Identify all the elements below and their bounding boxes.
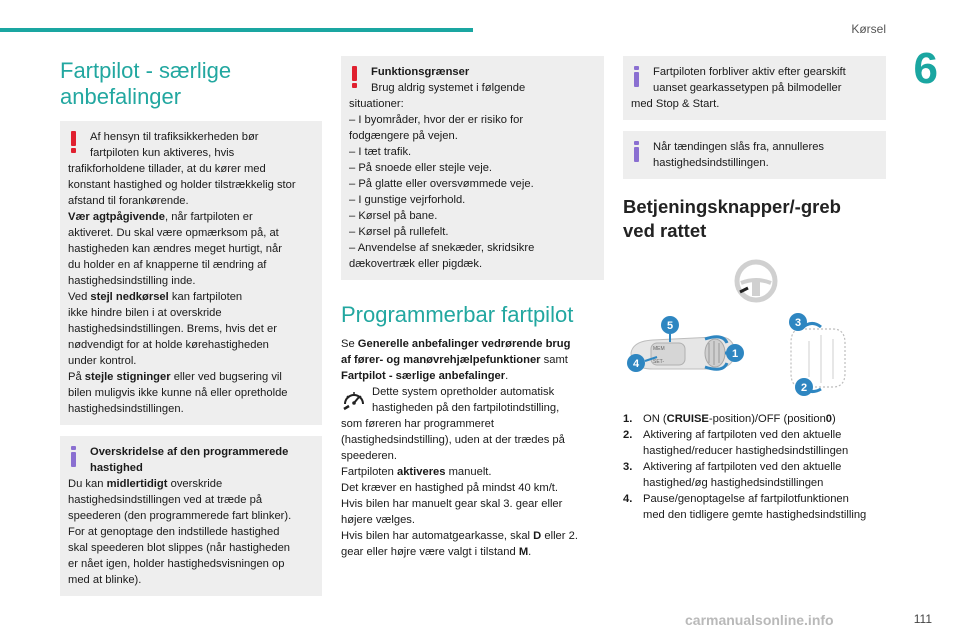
text-span: Ved [68, 291, 91, 303]
text-line: du holder en af knapperne til ændring af [68, 259, 267, 271]
text-span: eller ved bugsering vil [170, 371, 282, 383]
heading-programmable-cruise: Programmerbar fartpilot [341, 302, 574, 327]
chapter-number: 6 [913, 44, 938, 93]
text-line: – I gunstige vejrforhold. [349, 194, 466, 206]
text-span: ) [832, 413, 836, 425]
text-span: Fartpiloten [341, 466, 397, 478]
heading-controls [623, 195, 886, 243]
info-title-line: hastighed [90, 462, 143, 474]
callout-4-label: 4 [632, 358, 640, 370]
warning-icon [352, 66, 358, 88]
text-span: kan fartpiloten [168, 291, 243, 303]
callout-5-label: 5 [666, 320, 674, 332]
text-line [68, 369, 314, 385]
warning-icon [71, 131, 77, 153]
column-3 [623, 56, 886, 523]
text-span: overskride [167, 478, 223, 490]
text-line: fodgængere på vejen. [349, 130, 458, 142]
bold-term: Vær agtpågivende [68, 211, 165, 223]
text-line [68, 476, 314, 492]
info-icon [634, 141, 639, 162]
list-item [623, 427, 886, 459]
list-number: 1. [623, 413, 633, 425]
bold-term: stejl nedkørsel [90, 291, 169, 303]
text-line: – Kørsel på bane. [349, 210, 438, 222]
list-item [623, 411, 886, 427]
info-icon [71, 446, 76, 467]
text-line: hastighedsindstillingen ved at træde på [68, 494, 263, 506]
text-line: ikke hindre bilen i at overskride [68, 307, 222, 319]
steering-wheel-icon [733, 259, 779, 305]
limits-title: Funktionsgrænser [371, 66, 470, 78]
text-line: højere vælges. [341, 514, 415, 526]
heading-line: anbefalinger [60, 84, 182, 109]
info-box-overspeed [60, 436, 322, 596]
text-line [341, 336, 604, 352]
text-line: – På glatte eller oversvømmede veje. [349, 178, 534, 190]
controls-list [623, 411, 886, 523]
text-line: situationer: [349, 98, 404, 110]
text-line: Når tændingen slås fra, annulleres [653, 141, 825, 153]
heading-line: ved rattet [623, 220, 707, 241]
text-line [341, 368, 604, 384]
bold-term: 0 [825, 413, 833, 425]
text-line: – Anvendelse af snekæder, skridsikre [349, 242, 535, 254]
callout-2-label: 2 [800, 382, 808, 394]
list-number: 2. [623, 429, 633, 441]
info-box-ignition [623, 131, 886, 179]
bold-term: midlertidigt [106, 478, 168, 490]
warning-box [60, 121, 322, 425]
text-line: – Kørsel på rullefelt. [349, 226, 449, 238]
text-span: manuelt. [445, 466, 492, 478]
text-line: speederen (den programmerede fart blinker). [68, 510, 292, 522]
text-line: hastighed/øg hastighedsindstillingen [643, 477, 824, 489]
text-line: Aktivering af fartpiloten ved den aktuelle [643, 429, 842, 441]
text-line [341, 352, 604, 368]
callout-1-label: 1 [731, 348, 739, 360]
info-title-line: Overskridelse af den programmerede [90, 446, 289, 458]
text-span: Du kan [68, 478, 107, 490]
bold-term: aktiveres [396, 466, 446, 478]
text-line: Aktivering af fartpiloten ved den aktuelle [643, 461, 842, 473]
text-line [341, 464, 604, 480]
text-span: -position)/OFF (position [708, 413, 826, 425]
text-line [341, 544, 604, 560]
header-accent-bar [0, 28, 473, 32]
section-label: Kørsel [851, 22, 886, 36]
text-line [68, 289, 314, 305]
text-line: – På snoede eller stejle veje. [349, 162, 493, 174]
text-line: Hvis bilen har manuelt gear skal 3. gear eller [341, 498, 563, 510]
column-2 [341, 56, 604, 560]
text-line: hastigheden på den fartpilotindstilling, [372, 402, 560, 414]
text-span: . [528, 546, 532, 558]
text-line: bilen muligvis ikke kunne nå eller opretholde [68, 387, 288, 399]
text-span: Hvis bilen har automatgearkasse, skal [341, 530, 534, 542]
text-line [341, 528, 604, 544]
text-line: Dette system opretholder automatisk [372, 386, 555, 398]
bold-term: D [533, 530, 542, 542]
bold-term: Generelle anbefalinger vedrørende brug [357, 338, 571, 350]
text-line: som føreren har programmeret [341, 418, 494, 430]
info-icon [634, 66, 639, 87]
list-number: 3. [623, 461, 633, 473]
text-span: På [68, 371, 85, 383]
text-line: – I byområder, hvor der er risiko for [349, 114, 524, 126]
text-span: eller 2. [541, 530, 578, 542]
cruise-control-stalk-diagram [623, 313, 886, 397]
list-number: 4. [623, 493, 633, 505]
heading-cruise-recommendations [60, 58, 322, 110]
page-number: 111 [913, 612, 932, 626]
text-line [68, 209, 314, 225]
text-line: hastighed/reducer hastighedsindstillingen [643, 445, 849, 457]
text-span: samt [540, 354, 568, 366]
warning-box-limits [341, 56, 604, 280]
bold-term: af fører- og manøvrehjælpefunktioner [341, 354, 541, 366]
text-span: , når fartpiloten er [164, 211, 253, 223]
text-line: Af hensyn til trafiksikkerheden bør [90, 131, 259, 143]
text-line: med Stop & Start. [631, 98, 720, 110]
watermark: carmanualsonline.info [685, 612, 834, 628]
text-line: dækovertræk eller pigdæk. [349, 258, 483, 270]
text-line: konstant hastighed og holder tilstrækkelig stor [68, 179, 296, 191]
text-line: hastighedsindstilling inde. [68, 275, 196, 287]
speedometer-icon [341, 387, 367, 413]
text-line: er nået igen, holder hastighedsvisningen op [68, 558, 285, 570]
text-line: hastigheden kan ændres meget hurtigt, når [68, 243, 282, 255]
text-line: aktiveret. Du skal være opmærksom på, at [68, 227, 279, 239]
bold-term: M [518, 546, 529, 558]
list-item [623, 491, 886, 523]
heading-line: Fartpilot - særlige [60, 58, 232, 83]
text-line: Pause/genoptagelse af fartpilotfunktionen [643, 493, 849, 505]
text-line: nødvendigt for at holde kørehastigheden [68, 339, 269, 351]
column-1 [60, 58, 322, 596]
cruise-description [341, 384, 604, 416]
list-item [623, 459, 886, 491]
text-span: Se [341, 338, 358, 350]
text-line: hastighedsindstillingen. Brems, hvis det er [68, 323, 277, 335]
text-line: Det kræver en hastighed på mindst 40 km/t. [341, 482, 559, 494]
text-span: gear eller højre være valgt i tilstand [341, 546, 519, 558]
stalk-label-mem: MEM [653, 346, 665, 352]
text-span: . [505, 370, 509, 382]
stalk-label-set: SET- [653, 359, 665, 365]
text-line: afstand til forankørende. [68, 195, 189, 207]
text-line: speederen. [341, 450, 397, 462]
text-line: trafikforholdene tillader, at du kører med [68, 163, 266, 175]
cruise-body [341, 336, 604, 560]
text-line: under kontrol. [68, 355, 137, 367]
text-line: Brug aldrig systemet i følgende [371, 82, 526, 94]
text-span: ON ( [643, 413, 667, 425]
heading-line: Betjeningsknapper/-greb [623, 196, 841, 217]
text-line: hastighedsindstillingen. [653, 157, 769, 169]
text-line: For at genoptage den indstillede hastighed [68, 526, 280, 538]
text-line: uanset gearkassetypen på bilmodeller [653, 82, 842, 94]
text-line: hastighedsindstillingen. [68, 403, 184, 415]
callout-3-label: 3 [794, 317, 802, 329]
stalk-rotary-ring [705, 339, 725, 367]
text-line: fartpiloten kun aktiveres, hvis [90, 147, 235, 159]
text-line: (hastighedsindstilling), uden at der trædes på [341, 434, 565, 446]
text-line: skal speederen blot slippes (når hastigheden [68, 542, 291, 554]
bold-term: CRUISE [666, 413, 709, 425]
text-line: med den tidligere gemte hastighedsindstilling [643, 509, 867, 521]
bold-term: Fartpilot - særlige anbefalinger [341, 370, 506, 382]
bold-term: stejle stigninger [84, 371, 171, 383]
text-line: Fartpiloten forbliver aktiv efter gearskift [653, 66, 846, 78]
info-box-gearshift [623, 56, 886, 120]
text-line: – I tæt trafik. [349, 146, 412, 158]
text-line: med at blinke). [68, 574, 142, 586]
